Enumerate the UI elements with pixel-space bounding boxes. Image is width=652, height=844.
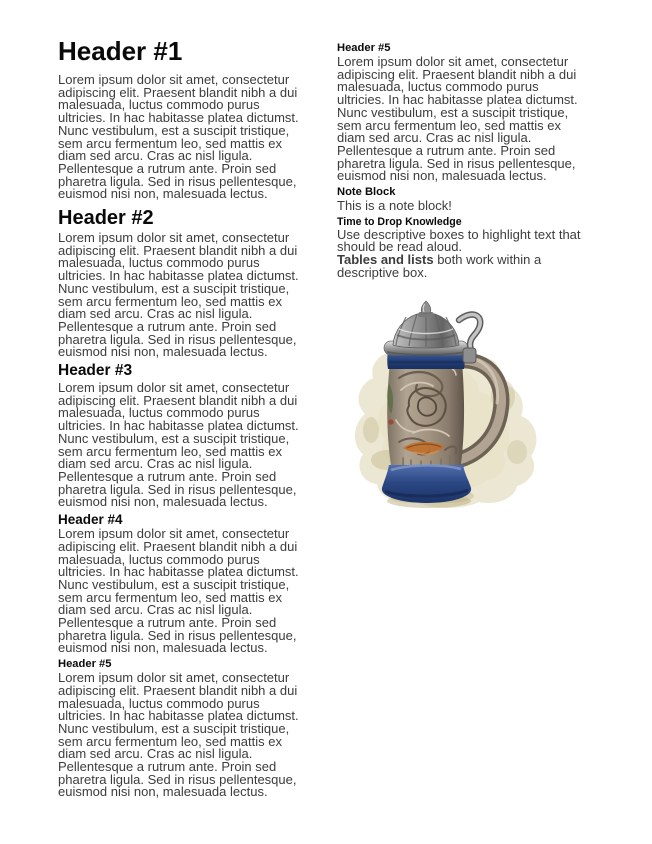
stein-base <box>382 465 471 503</box>
note-block-body: This is a note block! <box>337 198 452 214</box>
stein-illustration <box>351 300 541 512</box>
header-3: Header #3 <box>58 362 133 380</box>
paragraph-under-header-3: Lorem ipsum dolor sit amet, consectetur adipiscing elit. Praesent blandit nibh a dui malesuada, luctus commodo purus ultricies. In hac habitasse platea dictumst. Nunc vestibulum, est a suscipit tristique, sem arcu fermentum leo, sed mattis ex diam sed arcu. Cras ac nisl ligula. Pellentesque a rutrum ante. Proin sed pharetra ligula. Sed in risus pellentesque, euismod nisi non, malesuada lectus. <box>58 380 299 510</box>
header-4: Header #4 <box>58 512 123 528</box>
tables-and-lists-line <box>337 254 589 279</box>
knowledge-title: Time to Drop Knowledge <box>337 215 462 228</box>
header-5-left: Header #5 <box>58 658 112 671</box>
right-column <box>337 36 589 844</box>
knowledge-body: Use descriptive boxes to highlight text that should be read aloud. <box>337 226 581 255</box>
tables-and-lists-rest: both work within a descriptive box. <box>337 252 542 280</box>
stein-lid <box>393 301 459 348</box>
paragraph-under-header-5-right: Lorem ipsum dolor sit amet, consectetur adipiscing elit. Praesent blandit nibh a dui malesuada, luctus commodo purus ultricies. In hac habitasse platea dictumst. Nunc vestibulum, est a suscipit tristique, sem arcu fermentum leo, sed mattis ex diam sed arcu. Cras ac nisl ligula. Pellentesque a rutrum ante. Proin sed pharetra ligula. Sed in risus pellentesque, euismod nisi non, malesuada lectus. <box>337 54 578 184</box>
tables-and-lists-bold: Tables and lists <box>337 252 434 268</box>
note-block-title: Note Block <box>337 186 396 199</box>
header-5-right: Header #5 <box>337 42 391 54</box>
paragraph-under-header-5-left: Lorem ipsum dolor sit amet, consectetur adipiscing elit. Praesent blandit nibh a dui malesuada, luctus commodo purus ultricies. In hac habitasse platea dictumst. Nunc vestibulum, est a suscipit tristique, sem arcu fermentum leo, sed mattis ex diam sed arcu. Cras ac nisl ligula. Pellentesque a rutrum ante. Proin sed pharetra ligula. Sed in risus pellentesque, euismod nisi non, malesuada lectus. <box>58 670 299 800</box>
paragraph-under-header-2: Lorem ipsum dolor sit amet, consectetur adipiscing elit. Praesent blandit nibh a dui malesuada, luctus commodo purus ultricies. In hac habitasse platea dictumst. Nunc vestibulum, est a suscipit tristique, sem arcu fermentum leo, sed mattis ex diam sed arcu. Cras ac nisl ligula. Pellentesque a rutrum ante. Proin sed pharetra ligula. Sed in risus pellentesque, euismod nisi non, malesuada lectus. <box>58 230 299 360</box>
stein-body <box>387 362 464 472</box>
beer-stein-image <box>351 300 541 512</box>
header-2: Header #2 <box>58 207 154 230</box>
finial <box>421 301 431 313</box>
header-1: Header #1 <box>58 36 183 66</box>
red-accent <box>388 419 393 424</box>
paragraph-under-header-4: Lorem ipsum dolor sit amet, consectetur adipiscing elit. Praesent blandit nibh a dui malesuada, luctus commodo purus ultricies. In hac habitasse platea dictumst. Nunc vestibulum, est a suscipit tristique, sem arcu fermentum leo, sed mattis ex diam sed arcu. Cras ac nisl ligula. Pellentesque a rutrum ante. Proin sed pharetra ligula. Sed in risus pellentesque, euismod nisi non, malesuada lectus. <box>58 526 299 656</box>
left-column <box>58 36 310 844</box>
paragraph-under-header-1: Lorem ipsum dolor sit amet, consectetur adipiscing elit. Praesent blandit nibh a dui malesuada, luctus commodo purus ultricies. In hac habitasse platea dictumst. Nunc vestibulum, est a suscipit tristique, sem arcu fermentum leo, sed mattis ex diam sed arcu. Cras ac nisl ligula. Pellentesque a rutrum ante. Proin sed pharetra ligula. Sed in risus pellentesque, euismod nisi non, malesuada lectus. <box>58 72 299 202</box>
